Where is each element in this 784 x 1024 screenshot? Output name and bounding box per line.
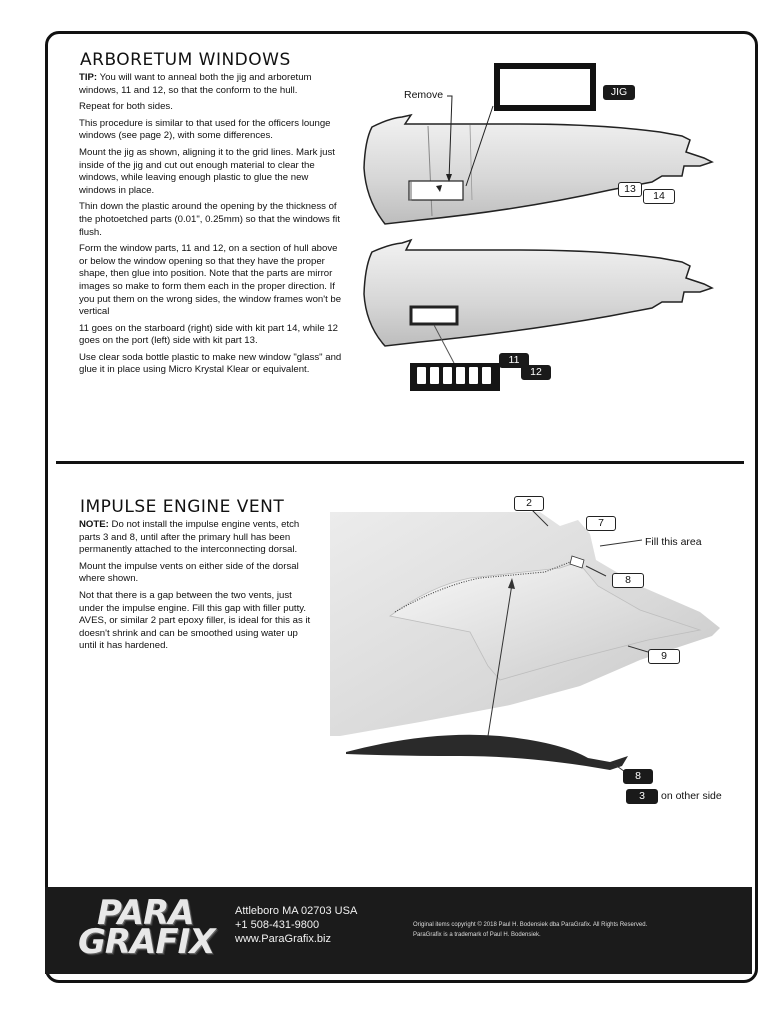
tip-label: TIP: [79, 72, 98, 83]
section-title-impulse-engine-vent: IMPULSE ENGINE VENT [80, 497, 285, 517]
trademark-text: ParaGrafix is a trademark of Paul H. Bodensiek. [413, 932, 541, 938]
tip-text: You will want to anneal both the jig and arboretum windows, 11 and 12, so that the conform to the hull. [79, 72, 312, 96]
fill-area-label: Fill this area [645, 536, 702, 548]
part-3-tag: 3 [626, 789, 658, 804]
part-13-tag: 13 [618, 182, 642, 197]
arboretum-diagram [0, 0, 784, 460]
section-title-arboretum-windows: ARBORETUM WINDOWS [80, 50, 291, 70]
jig-frame [497, 66, 593, 108]
hull-lower [364, 240, 712, 346]
instruction-paragraph: Use clear soda bottle plastic to make new window "glass" and glue it in place using Micro Krystal Klear or equivalent. [79, 351, 342, 376]
window-frame-installed [411, 307, 457, 324]
phone-text: +1 508-431-9800 [235, 919, 320, 931]
note-text: Do not install the impulse engine vents, etch parts 3 and 8, until after the primary hull has been permanently attached to the interconnecting dorsal. [79, 519, 300, 556]
instruction-paragraph: Mount the impulse vents on either side of the dorsal where shown. [79, 560, 299, 585]
note-label: NOTE: [79, 519, 109, 530]
part-2-tag: 2 [514, 496, 544, 511]
part-9-tag: 9 [648, 649, 680, 664]
logo-line-1: PARA [97, 893, 194, 933]
part-7-tag: 7 [586, 516, 616, 531]
window-cutout-upper [409, 181, 463, 200]
logo-line-2: GRAFIX [78, 922, 215, 962]
instruction-paragraph: 11 goes on the starboard (right) side with kit part 14, while 12 goes on the port (left) side with kit part 13. [79, 322, 338, 347]
address-text: Attleboro MA 02703 USA [235, 905, 358, 917]
other-side-label: on other side [661, 790, 722, 802]
part-12-tag: 12 [521, 365, 551, 380]
instruction-paragraph: Not that there is a gap between the two vents, just under the impulse engine. Fill this gap with filler putty. AVES, or similar 2 part epoxy filler, is ideal for this as it doesn't shrink and can be smoothed using water up until it has hardened. [79, 589, 311, 652]
hull-upper [364, 115, 712, 224]
part-14-tag: 14 [643, 189, 675, 204]
instruction-paragraph: Form the window parts, 11 and 12, on a section of hull above or below the window opening so that they have the proper shape, then glue into position. Note that the parts are mirror images so make to form them each in the proper direction. If you put them on the wrong sides, the window frames won't be vertical [79, 243, 342, 318]
part-8-etch-tag: 8 [623, 769, 653, 784]
instruction-paragraph: Thin down the plastic around the opening by the thickness of the photoetched parts (0.01", 0.25mm) so that the windows fit flush. [79, 201, 340, 238]
instruction-paragraph: Repeat for both sides. [79, 101, 173, 113]
part-11-tag: 11 [499, 353, 529, 368]
vent-etch-part [346, 735, 628, 770]
copyright-text: Original items copyright © 2018 Paul H. Bodensiek dba ParaGrafix. All Rights Reserved. [413, 922, 648, 928]
jig-tag: JIG [603, 85, 635, 100]
section-divider [56, 461, 744, 464]
instruction-paragraph: Mount the jig as shown, aligning it to the grid lines. Mark just inside of the jig and cut out enough material to clear the windows, while leaving enough plastic to glue the new windows in place. [79, 146, 335, 196]
part-8-tag: 8 [612, 573, 644, 588]
remove-label: Remove [404, 89, 444, 101]
website-link[interactable]: www.ParaGrafix.biz [235, 933, 331, 945]
instruction-paragraph: This procedure is similar to that used for the officers lounge windows (see page 2), with some differences. [79, 117, 331, 142]
